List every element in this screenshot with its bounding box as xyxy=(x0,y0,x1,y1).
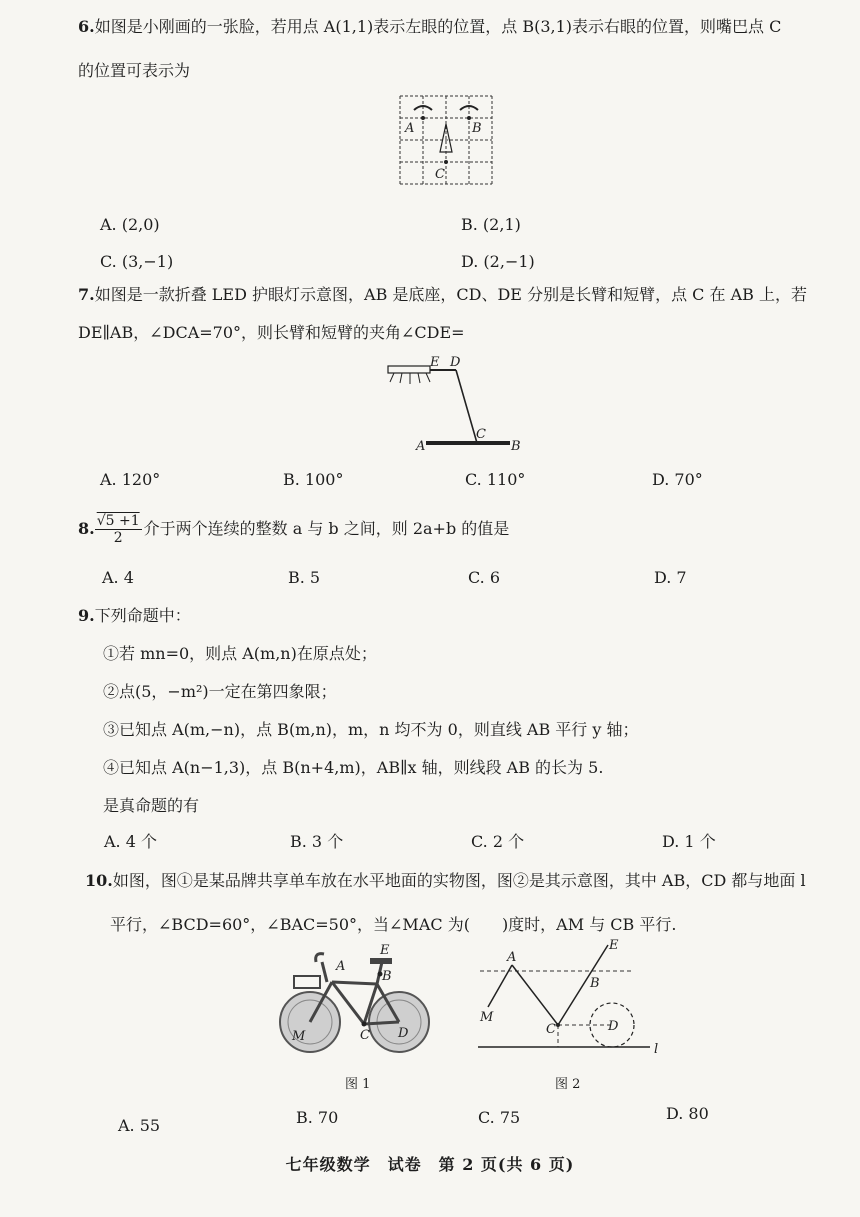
option-c: C. 6 xyxy=(468,568,501,587)
option-a: A. 120° xyxy=(100,470,161,489)
option-c: C. 2 个 xyxy=(471,832,525,851)
statement-4: ④已知点 A(n−1,3)，点 B(n+4,m)，AB∥x 轴，则线段 AB 的长为 5. xyxy=(103,758,604,777)
figure-1-caption: 图 1 xyxy=(345,1077,371,1092)
fraction-numerator: √5 +1 xyxy=(96,513,140,529)
statement-1: ①若 mn=0，则点 A(m,n)在原点处； xyxy=(103,644,377,663)
question-text: 下列命题中： xyxy=(94,606,191,625)
option-a: A. 4 xyxy=(102,568,134,587)
label-l: l xyxy=(654,1042,659,1057)
option-d: D. 80 xyxy=(666,1104,709,1123)
question-text-continued: 的位置可表示为 xyxy=(78,61,191,80)
label-b: B xyxy=(472,121,482,136)
label-d: D xyxy=(450,355,461,370)
label-c: C xyxy=(360,1028,370,1043)
label-m: M xyxy=(292,1029,306,1044)
label-c: C xyxy=(435,167,445,182)
label-b: B xyxy=(590,976,600,991)
led-lamp-figure xyxy=(380,352,530,457)
bicycle-photo-figure xyxy=(272,942,437,1057)
option-b: B. (2,1) xyxy=(461,215,521,234)
option-d: D. 7 xyxy=(654,568,687,587)
label-d: D xyxy=(398,1026,409,1041)
label-b: B xyxy=(511,439,521,454)
question-number: 10. xyxy=(85,871,113,890)
question-number: 9. xyxy=(78,606,95,625)
label-a: A xyxy=(405,121,415,136)
question-text: 如图是一款折叠 LED 护眼灯示意图，AB 是底座，CD、DE 分别是长臂和短臂，点 C 在 AB 上，若 xyxy=(94,285,807,304)
question-9 xyxy=(78,597,813,825)
label-a: A xyxy=(416,439,426,454)
label-a: A xyxy=(336,959,346,974)
option-b: B. 70 xyxy=(296,1108,339,1127)
question-number: 6. xyxy=(78,17,95,36)
option-d: D. 1 个 xyxy=(662,832,716,851)
bicycle-schematic-figure xyxy=(470,935,670,1060)
figure-2-caption: 图 2 xyxy=(555,1077,581,1092)
label-b: B xyxy=(382,969,392,984)
label-c: C xyxy=(476,427,486,442)
option-d: D. 70° xyxy=(652,470,703,489)
option-b: B. 5 xyxy=(288,568,321,587)
question-ask: 是真命题的有 xyxy=(103,796,200,815)
question-8 xyxy=(78,513,813,546)
option-c: C. (3,−1) xyxy=(100,252,174,271)
statement-2: ②点(5，−m²)一定在第四象限； xyxy=(103,682,337,701)
option-c: C. 110° xyxy=(465,470,526,489)
option-a: A. 4 个 xyxy=(104,832,157,851)
option-b: B. 3 个 xyxy=(290,832,344,851)
face-grid-figure xyxy=(392,88,502,200)
question-6 xyxy=(78,8,813,90)
question-text: 如图，图①是某品牌共享单车放在水平地面的实物图，图②是其示意图，其中 AB，CD 都与地面 l xyxy=(112,871,806,890)
label-e: E xyxy=(609,938,619,953)
label-e: E xyxy=(430,355,440,370)
label-e: E xyxy=(380,943,390,958)
question-number: 7. xyxy=(78,285,95,304)
question-text: 介于两个连续的整数 a 与 b 之间，则 2a+b 的值是 xyxy=(143,519,510,538)
label-d: D xyxy=(608,1019,619,1034)
label-c: C xyxy=(546,1022,556,1037)
label-m: M xyxy=(480,1010,494,1025)
page-footer: 七年级数学 试卷 第 2 页(共 6 页) xyxy=(285,1155,575,1174)
fraction-denominator: 2 xyxy=(113,530,123,546)
fraction xyxy=(95,513,142,546)
question-7 xyxy=(78,276,813,352)
option-d: D. (2,−1) xyxy=(461,252,535,271)
label-a: A xyxy=(507,950,517,965)
question-text-continued: 平行，∠BCD=60°，∠BAC=50°，当∠MAC 为( )度时，AM 与 CB 平行. xyxy=(110,915,677,934)
option-b: B. 100° xyxy=(283,470,344,489)
option-c: C. 75 xyxy=(478,1108,521,1127)
statement-3: ③已知点 A(m,−n)，点 B(m,n)，m，n 均不为 0，则直线 AB 平行 y 轴； xyxy=(103,720,639,739)
question-text: 如图是小刚画的一张脸，若用点 A(1,1)表示左眼的位置，点 B(3,1)表示右眼的位置，则嘴巴点 C xyxy=(94,17,782,36)
option-a: A. 55 xyxy=(118,1116,161,1135)
option-a: A. (2,0) xyxy=(100,215,160,234)
question-10 xyxy=(85,862,820,944)
question-number: 8. xyxy=(78,519,95,538)
question-text-continued: DE∥AB，∠DCA=70°，则长臂和短臂的夹角∠CDE= xyxy=(78,323,465,342)
